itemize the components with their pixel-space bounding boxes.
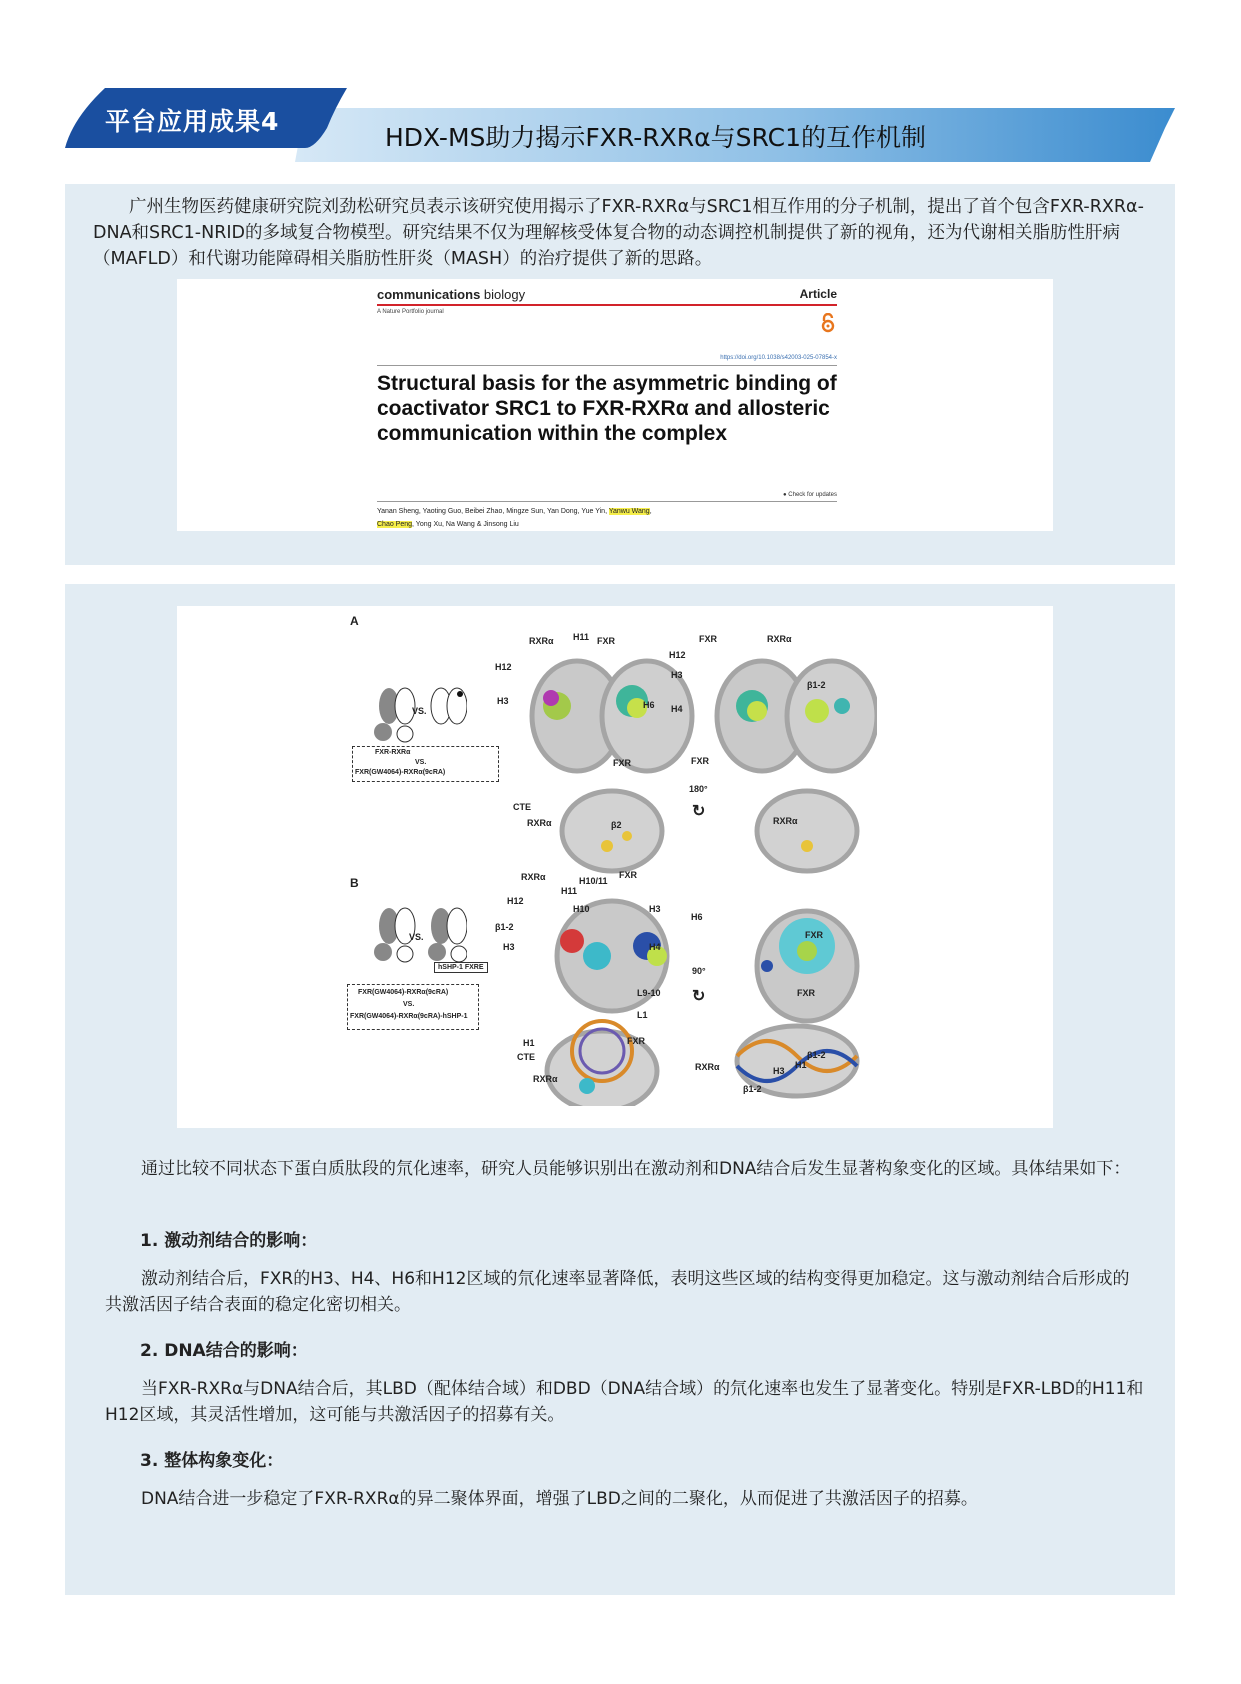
section-heading: 1. 激动剂结合的影响： xyxy=(140,1231,318,1251)
structure-label: H12 xyxy=(495,662,512,672)
panel-label-b: B xyxy=(350,876,359,890)
structure-label: H3 xyxy=(671,670,683,680)
condition-box-b: FXR(GW4064)-RXRα(9cRA) VS. FXR(GW4064)-RXRα(9cRA)-hSHP-1 xyxy=(347,984,479,1030)
structure-label: L1 xyxy=(637,1010,648,1020)
structure-label: RXRα xyxy=(529,636,554,646)
structure-label: FXR xyxy=(797,988,815,998)
structure-label: FXR xyxy=(691,756,709,766)
svg-text:↻: ↻ xyxy=(692,803,706,820)
author-list: Yanan Sheng, Yaoting Guo, Beibei Zhao, Mingze Sun, Yan Dong, Yue Yin, Yanwu Wang, Chao Peng, Yong Xu, Na Wang & Jinsong Liu xyxy=(377,508,652,528)
structure-label: RXRα xyxy=(767,634,792,644)
divider xyxy=(377,304,837,306)
structure-label: H1 xyxy=(523,1038,535,1048)
structure-label: H1 xyxy=(795,1060,807,1070)
structure-label: H6 xyxy=(643,700,655,710)
structure-label: FXR xyxy=(627,1036,645,1046)
structure-label: RXRα xyxy=(533,1074,558,1084)
result-paragraph: 当FXR-RXRα与DNA结合后，其LBD（配体结合域）和DBD（DNA结合域）的氘化速率也发生了显著变化。特别是FXR-LBD的H11和H12区域，其灵活性增加，这可能与共激活因子的招募有关。 xyxy=(105,1379,1144,1425)
structure-label: RXRα xyxy=(527,818,552,828)
section-heading: 2. DNA结合的影响： xyxy=(140,1341,308,1361)
structure-label: H12 xyxy=(507,896,524,906)
structure-label: FXR xyxy=(619,870,637,880)
section-heading: 3. 整体构象变化： xyxy=(140,1451,284,1471)
structure-label: FXR xyxy=(699,634,717,644)
vs-label: VS. xyxy=(409,932,424,942)
divider xyxy=(377,501,837,502)
result-paragraph: 激动剂结合后，FXR的H3、H4、H6和H12区域的氘化速率显著降低，表明这些区域的结构变得更加稳定。这与激动剂结合后形成的共激活因子结合表面的稳定化密切相关。 xyxy=(105,1269,1130,1315)
section-header xyxy=(65,88,1175,162)
structure-label: CTE xyxy=(517,1052,535,1062)
structure-figure xyxy=(177,606,1053,1128)
structure-label: L9-10 xyxy=(637,988,661,998)
article-title: Structural basis for the asymmetric binding of coactivator SRC1 to FXR-RXRα and allosteric communication within the complex xyxy=(377,372,837,445)
structure-label: H3 xyxy=(503,942,515,952)
structure-label: β1-2 xyxy=(807,680,826,690)
open-access-icon xyxy=(821,313,835,333)
schematic-a xyxy=(367,686,467,746)
results-panel xyxy=(65,584,1175,1595)
protein-structures xyxy=(517,636,877,1106)
check-updates[interactable]: ● Check for updates xyxy=(783,492,837,498)
doi-link[interactable]: https://doi.org/10.1038/s42003-025-07854-x xyxy=(720,355,837,361)
structure-label: H4 xyxy=(671,704,683,714)
structure-label: H6 xyxy=(691,912,703,922)
structure-label: FXR xyxy=(597,636,615,646)
structure-label: β1-2 xyxy=(743,1084,762,1094)
structure-label: RXRα xyxy=(521,872,546,882)
structure-label: β1-2 xyxy=(807,1050,826,1060)
divider xyxy=(377,365,837,366)
structure-label: RXRα xyxy=(695,1062,720,1072)
results-intro: 通过比较不同状态下蛋白质肽段的氘化速率，研究人员能够识别出在激动剂和DNA结合后发生显著构象变化的区域。具体结果如下： xyxy=(141,1159,1131,1179)
svg-text:↻: ↻ xyxy=(692,988,706,1005)
structure-label: H4 xyxy=(649,942,661,952)
condition-box-a: FXR-RXRα VS. FXR(GW4064)-RXRα(9cRA) xyxy=(352,746,499,782)
result-paragraph: DNA结合进一步稳定了FXR-RXRα的异二聚体界面，增强了LBD之间的二聚化，从而促进了共激活因子的招募。 xyxy=(141,1489,978,1509)
structure-label: H11 xyxy=(561,886,578,896)
structure-label: H10/11 xyxy=(579,876,608,886)
intro-panel xyxy=(65,184,1175,565)
structure-label: CTE xyxy=(513,802,531,812)
dna-tag: hSHP-1 FXRE xyxy=(434,962,488,973)
structure-label: β1-2 xyxy=(495,922,514,932)
journal-subtitle: A Nature Portfolio journal xyxy=(377,309,444,315)
rotation-label: 90° xyxy=(692,966,706,976)
intro-paragraph: 广州生物医药健康研究院刘劲松研究员表示该研究使用揭示了FXR-RXRα与SRC1相互作用的分子机制，提出了首个包含FXR-RXRα-DNA和SRC1-NRID的多域复合物模型。研究结果不仅为理解核受体复合物的动态调控机制提供了新的视角，还为代谢相关脂肪性肝病（MAFLD）和代谢功能障碍相关脂肪性肝炎（MASH）的治疗提供了新的思路。 xyxy=(93,197,1144,269)
rotation-label: 180° xyxy=(689,784,708,794)
structure-label: H12 xyxy=(669,650,686,660)
structure-label: H3 xyxy=(773,1066,785,1076)
structure-label: H11 xyxy=(573,632,590,642)
structure-label: H3 xyxy=(649,904,661,914)
article-screenshot xyxy=(177,279,1053,531)
structure-label: H3 xyxy=(497,696,509,706)
structure-label: RXRα xyxy=(773,816,798,826)
journal-name: communications biology xyxy=(377,287,526,302)
structure-label: FXR xyxy=(805,930,823,940)
header-tag: 平台应用成果4 xyxy=(105,107,280,136)
article-type: Article xyxy=(799,287,837,301)
vs-label: VS. xyxy=(412,706,427,716)
structure-label: β2 xyxy=(611,820,622,830)
structure-label: H10 xyxy=(573,904,590,914)
panel-label-a: A xyxy=(350,614,359,628)
structure-label: FXR xyxy=(613,758,631,768)
header-title: HDX-MS助力揭示FXR-RXRα与SRC1的互作机制 xyxy=(385,123,926,152)
